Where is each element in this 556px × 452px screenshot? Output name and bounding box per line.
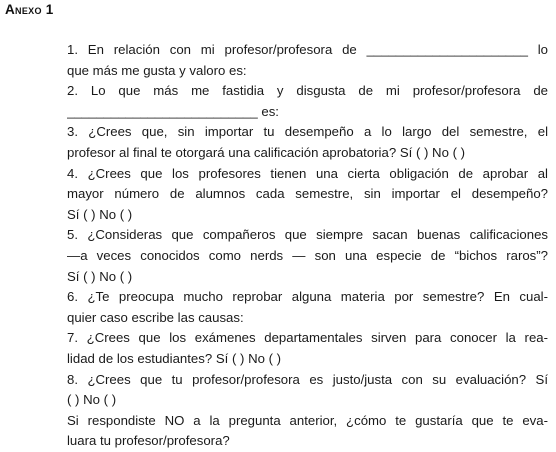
- annex-heading: Anexo 1: [5, 2, 54, 17]
- text-line: 6. ¿Te preocupa mucho reprobar alguna materia por semestre? En cual-: [67, 289, 548, 305]
- text-line: Si respondiste NO a la pregunta anterior, ¿cómo te gustaría que te eva-: [67, 412, 548, 428]
- text-line: 8. ¿Crees que tu profesor/profesora es justo/justa con su evaluación? Sí: [67, 371, 548, 387]
- text-line: 3. ¿Crees que, sin importar tu desempeño a lo largo del semestre, el: [67, 124, 548, 140]
- text-line: Sí ( ) No ( ): [67, 268, 133, 284]
- text-line: mayor número de alumnos cada semestre, sin importar el desempeño?: [67, 186, 548, 202]
- text-line: 5. ¿Consideras que compañeros que siempre sacan buenas calificaciones: [67, 227, 548, 243]
- text-line: 7. ¿Crees que los exámenes departamentales sirven para conocer la rea-: [67, 330, 548, 346]
- text-line: —a veces conocidos como nerds — son una especie de “bichos raros”?: [67, 247, 548, 263]
- text-line: luara tu profesor/profesora?: [67, 433, 230, 449]
- text-line: 2. Lo que más me fastidia y disgusta de mi profesor/profesora de: [67, 83, 548, 99]
- text-line: ( ) No ( ): [67, 392, 117, 408]
- text-line: __________________________ es:: [67, 103, 279, 119]
- questionnaire-body: [67, 40, 548, 452]
- text-line: profesor al final te otorgará una calificación aprobatoria? Sí ( ) No ( ): [67, 144, 466, 160]
- text-line: 4. ¿Crees que los profesores tienen una cierta obligación de aprobar al: [67, 165, 548, 181]
- text-line: 1. En relación con mi profesor/profesora de ______________________ lo: [67, 42, 548, 57]
- text-line: que más me gusta y valoro es:: [67, 62, 247, 78]
- text-line: quier caso escribe las causas:: [67, 309, 244, 325]
- text-line: Sí ( ) No ( ): [67, 206, 133, 222]
- text-line: lidad de los estudiantes? Sí ( ) No ( ): [67, 350, 282, 366]
